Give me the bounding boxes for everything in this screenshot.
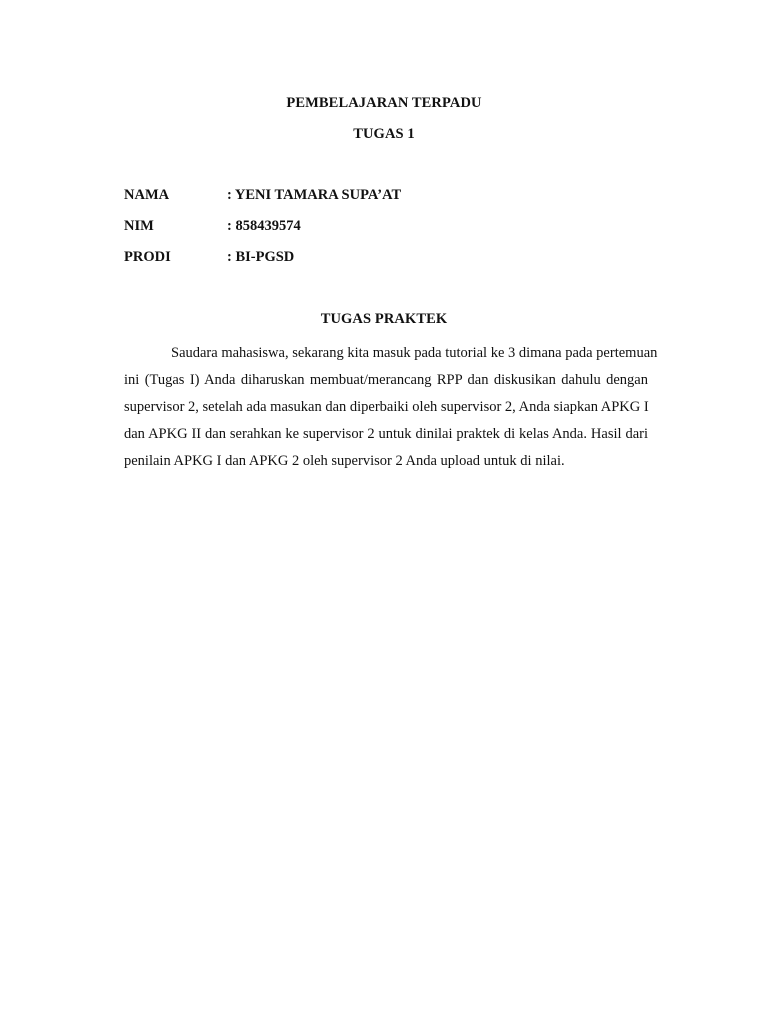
paragraph-line: supervisor 2, setelah ada masukan dan diperbaiki oleh supervisor 2, Anda siapkan APKG I [124, 399, 649, 415]
paragraph-line: ini (Tugas I) Anda diharuskan membuat/merancang RPP dan diskusikan dahulu dengan [124, 372, 648, 388]
assignment-paragraph [124, 344, 658, 479]
paragraph-line: penilain APKG I dan APKG 2 oleh supervisor 2 Anda upload untuk di nilai. [124, 453, 565, 469]
document-title: PEMBELAJARAN TERPADU [286, 95, 482, 111]
info-value-nama: : YENI TAMARA SUPA’AT [227, 187, 402, 203]
info-value-nim: : 858439574 [227, 218, 301, 234]
info-label-nim: NIM [124, 218, 154, 234]
info-value-prodi: : BI-PGSD [227, 249, 295, 265]
info-label-nama: NAMA [124, 187, 170, 203]
info-label-prodi: PRODI [124, 249, 171, 265]
document-subtitle: TUGAS 1 [353, 126, 415, 142]
section-title: TUGAS PRAKTEK [320, 311, 448, 327]
paragraph-line: Saudara mahasiswa, sekarang kita masuk pada tutorial ke 3 dimana pada pertemuan [171, 345, 658, 361]
paragraph-line: dan APKG II dan serahkan ke supervisor 2 untuk dinilai praktek di kelas Anda. Hasil dari [124, 426, 648, 442]
